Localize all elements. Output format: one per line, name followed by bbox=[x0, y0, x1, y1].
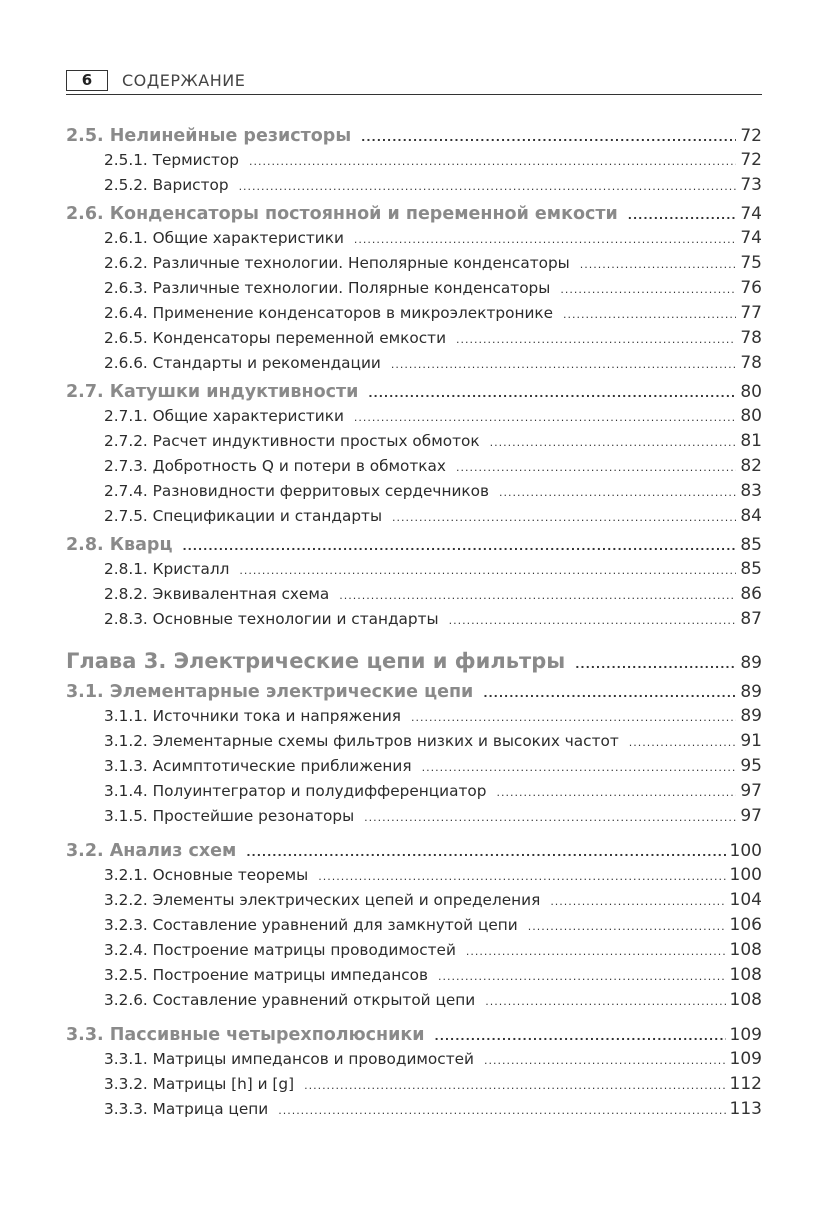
toc-entry-page: 97 bbox=[740, 806, 762, 826]
toc-entry-title: 2.7.4. Разновидности ферритовых сердечников bbox=[104, 482, 489, 500]
toc-entry-title: 2.6. Конденсаторы постоянной и переменной емкости bbox=[66, 204, 618, 224]
toc-entry-page: 72 bbox=[740, 150, 762, 170]
toc-subsection[interactable] bbox=[66, 429, 762, 454]
toc-entry-title: 2.5.1. Термистор bbox=[104, 151, 239, 169]
toc-entry-page: 91 bbox=[740, 731, 762, 751]
toc-entry-page: 106 bbox=[729, 915, 762, 935]
page-number: 6 bbox=[66, 70, 108, 91]
toc-entry-title: 2.6.4. Применение конденсаторов в микроэлектронике bbox=[104, 304, 554, 322]
dot-leader bbox=[304, 1073, 725, 1098]
dot-leader bbox=[628, 204, 737, 228]
toc-entry-title: 2.8. Кварц bbox=[66, 535, 173, 555]
toc-entry-page: 97 bbox=[740, 781, 762, 801]
toc-entry-page: 74 bbox=[740, 228, 762, 248]
toc-subsection[interactable] bbox=[66, 557, 762, 582]
toc-entry-title: 3.3.1. Матрицы импедансов и проводимостей bbox=[104, 1050, 474, 1068]
dot-leader bbox=[528, 914, 726, 939]
toc-subsection[interactable] bbox=[66, 607, 762, 632]
toc-section[interactable] bbox=[66, 202, 762, 226]
dot-leader bbox=[550, 889, 725, 914]
dot-leader bbox=[560, 277, 736, 302]
toc-entry-title: 2.7. Катушки индуктивности bbox=[66, 382, 359, 402]
toc-subsection[interactable] bbox=[66, 404, 762, 429]
toc-entry-page: 85 bbox=[740, 535, 762, 555]
toc-entry-title: 3.1.3. Асимптотические приближения bbox=[104, 757, 412, 775]
toc-entry-page: 80 bbox=[740, 406, 762, 426]
toc-entry-title: 3.2.1. Основные теоремы bbox=[104, 866, 309, 884]
dot-leader bbox=[318, 864, 725, 889]
toc-entry-title: 2.5. Нелинейные резисторы bbox=[66, 126, 352, 146]
dot-leader bbox=[364, 805, 736, 830]
dot-leader bbox=[182, 535, 736, 559]
toc-subsection[interactable] bbox=[66, 804, 762, 829]
toc-entry-page: 95 bbox=[740, 756, 762, 776]
table-of-contents bbox=[66, 120, 762, 1122]
toc-entry-page: 87 bbox=[740, 609, 762, 629]
dot-leader bbox=[368, 382, 736, 406]
toc-entry-title: Глава 3. Электрические цепи и фильтры bbox=[66, 649, 566, 673]
toc-section[interactable] bbox=[66, 680, 762, 704]
toc-section[interactable] bbox=[66, 1023, 762, 1047]
page-header bbox=[66, 70, 762, 95]
toc-entry-page: 82 bbox=[740, 456, 762, 476]
toc-entry-page: 75 bbox=[740, 253, 762, 273]
toc-subsection[interactable] bbox=[66, 938, 762, 963]
toc-entry-title: 2.7.3. Добротность Q и потери в обмотках bbox=[104, 457, 446, 475]
dot-leader bbox=[391, 352, 737, 377]
toc-entry-page: 109 bbox=[729, 1025, 762, 1045]
toc-entry-title: 3.2. Анализ схем bbox=[66, 841, 237, 861]
dot-leader bbox=[438, 964, 726, 989]
toc-subsection[interactable] bbox=[66, 779, 762, 804]
toc-subsection[interactable] bbox=[66, 276, 762, 301]
toc-subsection[interactable] bbox=[66, 754, 762, 779]
dot-leader bbox=[361, 126, 736, 150]
toc-entry-title: 3.1. Элементарные электрические цепи bbox=[66, 682, 474, 702]
toc-subsection[interactable] bbox=[66, 1072, 762, 1097]
dot-leader bbox=[354, 405, 736, 430]
toc-chapter[interactable] bbox=[66, 646, 762, 676]
toc-entry-page: 109 bbox=[729, 1049, 762, 1069]
toc-entry-page: 89 bbox=[740, 682, 762, 702]
toc-entry-title: 3.3. Пассивные четырехполюсники bbox=[66, 1025, 425, 1045]
toc-entry-page: 78 bbox=[740, 328, 762, 348]
toc-section[interactable] bbox=[66, 839, 762, 863]
toc-entry-title: 3.1.5. Простейшие резонаторы bbox=[104, 807, 355, 825]
dot-leader bbox=[246, 841, 725, 865]
toc-entry-title: 2.6.2. Различные технологии. Неполярные конденсаторы bbox=[104, 254, 570, 272]
toc-entry-page: 89 bbox=[740, 653, 762, 673]
toc-entry-page: 86 bbox=[740, 584, 762, 604]
toc-subsection[interactable] bbox=[66, 226, 762, 251]
toc-subsection[interactable] bbox=[66, 1047, 762, 1072]
toc-entry-page: 80 bbox=[740, 382, 762, 402]
dot-leader bbox=[496, 780, 736, 805]
toc-entry-title: 2.6.5. Конденсаторы переменной емкости bbox=[104, 329, 447, 347]
toc-entry-title: 2.7.5. Спецификации и стандарты bbox=[104, 507, 383, 525]
toc-subsection[interactable] bbox=[66, 504, 762, 529]
toc-entry-page: 108 bbox=[729, 940, 762, 960]
toc-subsection[interactable] bbox=[66, 582, 762, 607]
dot-leader bbox=[411, 705, 736, 730]
toc-entry-title: 2.8.2. Эквивалентная схема bbox=[104, 585, 330, 603]
dot-leader bbox=[456, 455, 736, 480]
toc-subsection[interactable] bbox=[66, 704, 762, 729]
toc-entry-title: 2.6.1. Общие характеристики bbox=[104, 229, 344, 247]
toc-entry-page: 104 bbox=[729, 890, 762, 910]
toc-subsection[interactable] bbox=[66, 479, 762, 504]
dot-leader bbox=[490, 430, 737, 455]
toc-entry-title: 3.3.2. Матрицы [h] и [g] bbox=[104, 1075, 295, 1093]
toc-subsection[interactable] bbox=[66, 913, 762, 938]
toc-subsection[interactable] bbox=[66, 729, 762, 754]
toc-entry-page: 72 bbox=[740, 126, 762, 146]
dot-leader bbox=[575, 650, 736, 680]
toc-subsection[interactable] bbox=[66, 326, 762, 351]
toc-subsection[interactable] bbox=[66, 251, 762, 276]
running-title: СОДЕРЖАНИЕ bbox=[122, 71, 246, 90]
toc-entry-title: 3.1.2. Элементарные схемы фильтров низких и высоких частот bbox=[104, 732, 619, 750]
toc-subsection[interactable] bbox=[66, 454, 762, 479]
toc-entry-title: 3.2.2. Элементы электрических цепей и определения bbox=[104, 891, 541, 909]
toc-entry-page: 108 bbox=[729, 965, 762, 985]
toc-entry-title: 2.6.3. Различные технологии. Полярные конденсаторы bbox=[104, 279, 551, 297]
toc-entry-page: 78 bbox=[740, 353, 762, 373]
toc-entry-title: 2.8.3. Основные технологии и стандарты bbox=[104, 610, 439, 628]
toc-entry-title: 3.1.1. Источники тока и напряжения bbox=[104, 707, 401, 725]
dot-leader bbox=[249, 149, 736, 174]
toc-entry-title: 3.2.4. Построение матрицы проводимостей bbox=[104, 941, 456, 959]
toc-entry-page: 112 bbox=[729, 1074, 762, 1094]
toc-entry-page: 84 bbox=[740, 506, 762, 526]
toc-subsection[interactable] bbox=[66, 863, 762, 888]
dot-leader bbox=[629, 730, 737, 755]
dot-leader bbox=[239, 174, 737, 199]
toc-entry-page: 83 bbox=[740, 481, 762, 501]
toc-entry-title: 3.2.6. Составление уравнений открытой цепи bbox=[104, 991, 476, 1009]
toc-subsection[interactable] bbox=[66, 988, 762, 1013]
dot-leader bbox=[485, 989, 725, 1014]
toc-entry-title: 3.2.3. Составление уравнений для замкнутой цепи bbox=[104, 916, 518, 934]
toc-entry-page: 81 bbox=[740, 431, 762, 451]
toc-entry-page: 113 bbox=[729, 1099, 762, 1119]
toc-entry-page: 89 bbox=[740, 706, 762, 726]
toc-entry-page: 108 bbox=[729, 990, 762, 1010]
toc-entry-title: 3.3.3. Матрица цепи bbox=[104, 1100, 269, 1118]
dot-leader bbox=[435, 1025, 726, 1049]
toc-entry-title: 2.7.2. Расчет индуктивности простых обмоток bbox=[104, 432, 480, 450]
dot-leader bbox=[239, 558, 736, 583]
dot-leader bbox=[580, 252, 737, 277]
toc-entry-title: 3.1.4. Полуинтегратор и полудифференциатор bbox=[104, 782, 487, 800]
toc-subsection[interactable] bbox=[66, 963, 762, 988]
toc-entry-title: 2.6.6. Стандарты и рекомендации bbox=[104, 354, 381, 372]
toc-entry-page: 74 bbox=[740, 204, 762, 224]
dot-leader bbox=[354, 227, 736, 252]
toc-entry-page: 100 bbox=[729, 841, 762, 861]
toc-section[interactable] bbox=[66, 124, 762, 148]
toc-subsection[interactable] bbox=[66, 1097, 762, 1122]
dot-leader bbox=[456, 327, 736, 352]
toc-subsection[interactable] bbox=[66, 301, 762, 326]
toc-subsection[interactable] bbox=[66, 888, 762, 913]
toc-entry-page: 100 bbox=[729, 865, 762, 885]
toc-entry-title: 3.2.5. Построение матрицы импедансов bbox=[104, 966, 428, 984]
toc-section[interactable] bbox=[66, 380, 762, 404]
dot-leader bbox=[499, 480, 736, 505]
toc-subsection[interactable] bbox=[66, 351, 762, 376]
dot-leader bbox=[466, 939, 726, 964]
dot-leader bbox=[563, 302, 736, 327]
dot-leader bbox=[422, 755, 737, 780]
toc-section[interactable] bbox=[66, 533, 762, 557]
toc-entry-page: 85 bbox=[740, 559, 762, 579]
toc-entry-page: 73 bbox=[740, 175, 762, 195]
toc-subsection[interactable] bbox=[66, 173, 762, 198]
dot-leader bbox=[484, 1048, 726, 1073]
toc-entry-title: 2.8.1. Кристалл bbox=[104, 560, 230, 578]
dot-leader bbox=[483, 682, 736, 706]
toc-entry-title: 2.7.1. Общие характеристики bbox=[104, 407, 344, 425]
dot-leader bbox=[392, 505, 736, 530]
toc-entry-page: 77 bbox=[740, 303, 762, 323]
dot-leader bbox=[449, 608, 737, 633]
toc-entry-title: 2.5.2. Варистор bbox=[104, 176, 229, 194]
dot-leader bbox=[339, 583, 736, 608]
toc-subsection[interactable] bbox=[66, 148, 762, 173]
dot-leader bbox=[278, 1098, 725, 1123]
toc-entry-page: 76 bbox=[740, 278, 762, 298]
